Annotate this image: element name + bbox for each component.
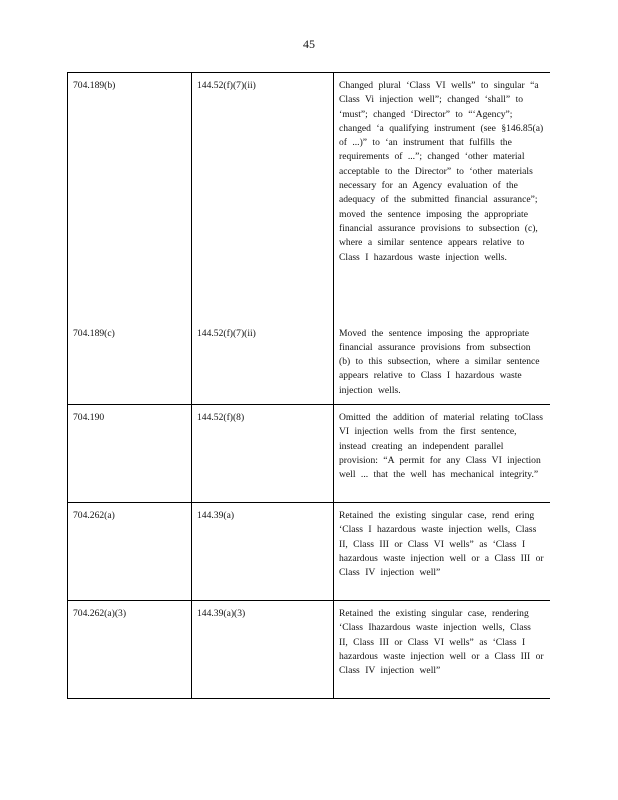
- section-cell: 704.190: [68, 404, 192, 502]
- description-cell: Omitted the addition of material relating toClass VI injection wells from the first sentence, instead creating an independent parallel provision: “A permit for any Class VI injection well ... that the well has mechanical integrity.”: [334, 404, 551, 502]
- section-cell: 704.189(b): [68, 73, 192, 321]
- cfr-cell: 144.52(f)(8): [192, 404, 334, 502]
- table-row: [68, 73, 551, 321]
- table-row: [68, 600, 551, 698]
- section-cell: 704.262(a)(3): [68, 600, 192, 698]
- description-cell: Moved the sentence imposing the appropriate financial assurance provisions from subsection (b) to this subsection, where a similar sentence appears relative to Class I hazardous waste injection wells.: [334, 321, 551, 405]
- section-cell: 704.262(a): [68, 502, 192, 600]
- description-cell: Retained the existing singular case, rendering ‘Class Ihazardous waste injection wells, Class II, Class III or Class VI wells” as ‘Class I hazardous waste injection well or a Class III or Class IV injection well”: [334, 600, 551, 698]
- cfr-cell: 144.52(f)(7)(ii): [192, 321, 334, 405]
- table-row: [68, 321, 551, 405]
- section-changes-table: [67, 72, 550, 699]
- cfr-cell: 144.39(a)(3): [192, 600, 334, 698]
- table-row: [68, 502, 551, 600]
- table-row: [68, 404, 551, 502]
- section-cell: 704.189(c): [68, 321, 192, 405]
- cfr-cell: 144.39(a): [192, 502, 334, 600]
- page-number: 45: [303, 37, 315, 51]
- description-cell: Retained the existing singular case, rend ering ‘Class I hazardous waste injection wells, Class II, Class III or Class VI wells” as ‘Class I hazardous waste injection well or a Class III or Class IV injection well”: [334, 502, 551, 600]
- cfr-cell: 144.52(f)(7)(ii): [192, 73, 334, 321]
- description-cell: Changed plural ‘Class VI wells” to singular “a Class Vi injection well”; changed ‘shall” to ‘must”; changed ‘Director” to “‘Agency”; changed ‘a qualifying instrument (see §146.85(a) of ...)” to ‘an instrument that fulfills the requirements of ...”; changed ‘other material acceptable to the Director” to ‘other materials necessary for an Agency evaluation of the adequacy of the submitted financial assurance”; moved the sentence imposing the appropriate financial assurance provisions to subsection (c), where a similar sentence appears relative to Class I hazardous waste injection wells.: [334, 73, 551, 321]
